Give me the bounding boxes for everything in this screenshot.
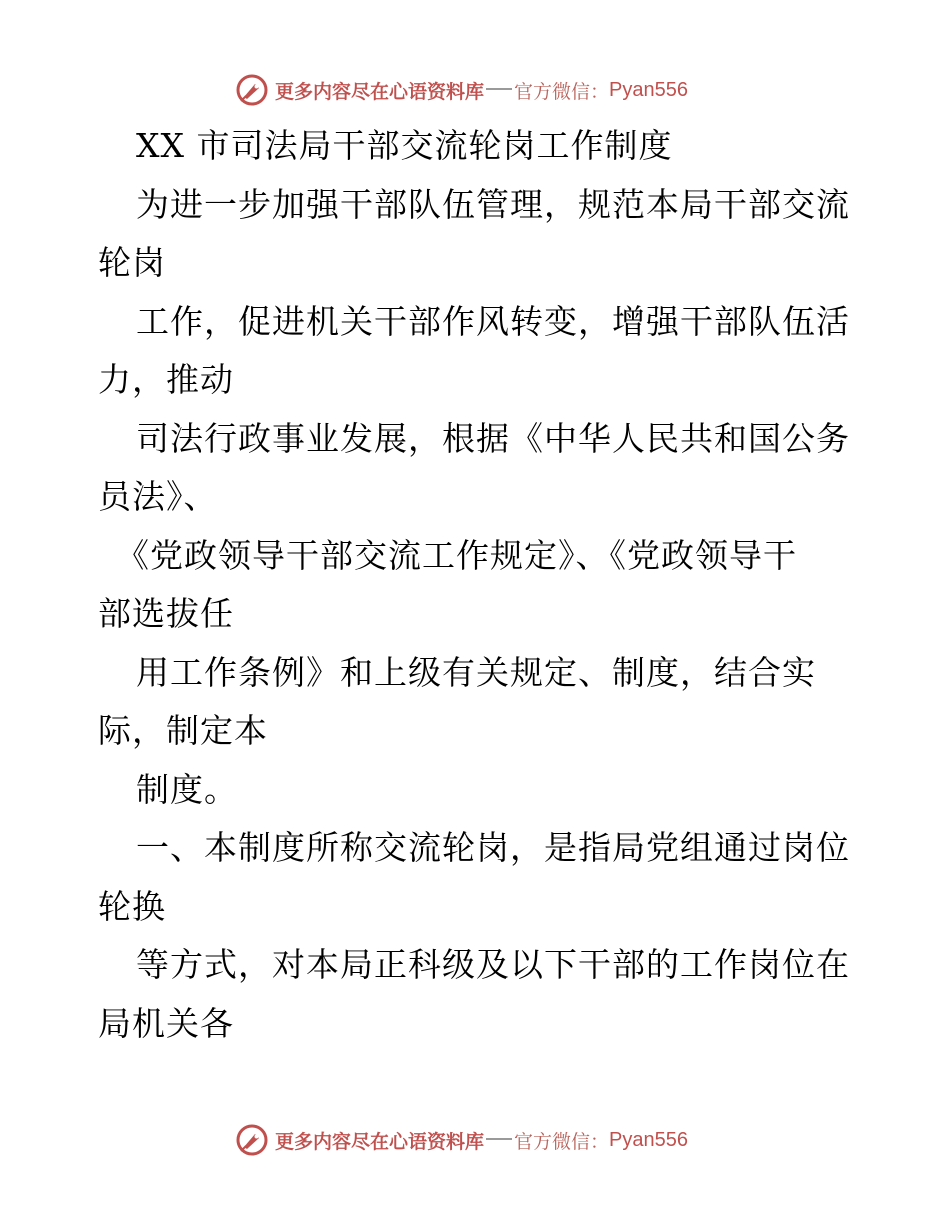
body-line: 司法行政事业发展，根据《中华人民共和国公务 [136,419,850,458]
body-line: 等方式，对本局正科级及以下干部的工作岗位在 [136,945,850,984]
body-line: 为进一步加强干部队伍管理，规范本局干部交流 [136,185,850,224]
fountain-pen-nib-logo-icon [235,73,269,107]
watermark-dash [486,1138,512,1140]
body-line: 员法》、 [98,477,218,516]
body-line: 部选拔任 [98,594,234,633]
watermark-wechat-id: Pyan556 [609,78,688,101]
body-line: 际，制定本 [98,711,268,750]
body-line: 用工作条例》和上级有关规定、制度，结合实 [136,653,816,692]
watermark-text: 更多内容尽在心语资料库 [275,1130,485,1153]
body-line: 局机关各 [98,1004,234,1043]
watermark-wechat-id: Pyan556 [609,1128,688,1151]
watermark-text: 更多内容尽在心语资料库 [275,80,485,103]
body-line: 力，推动 [98,360,234,399]
watermark-wechat-label: 官方微信： [514,80,610,103]
body-line: 轮换 [98,887,166,926]
document-title: XX 市司法局干部交流轮岗工作制度 [136,126,673,165]
body-line: 工作，促进机关干部作风转变，增强干部队伍活 [136,302,850,341]
fountain-pen-nib-logo-icon [235,1123,269,1157]
body-line: 制度。 [136,770,238,809]
body-line: 轮岗 [98,243,166,282]
watermark-banner-top [235,70,715,110]
watermark-dash [486,88,512,90]
watermark-wechat-label: 官方微信： [514,1130,610,1153]
watermark-banner-bottom [235,1120,715,1160]
body-line: 一、本制度所称交流轮岗，是指局党组通过岗位 [136,828,850,867]
body-line: 《党政领导干部交流工作规定》、《党政领导干 [116,536,797,575]
